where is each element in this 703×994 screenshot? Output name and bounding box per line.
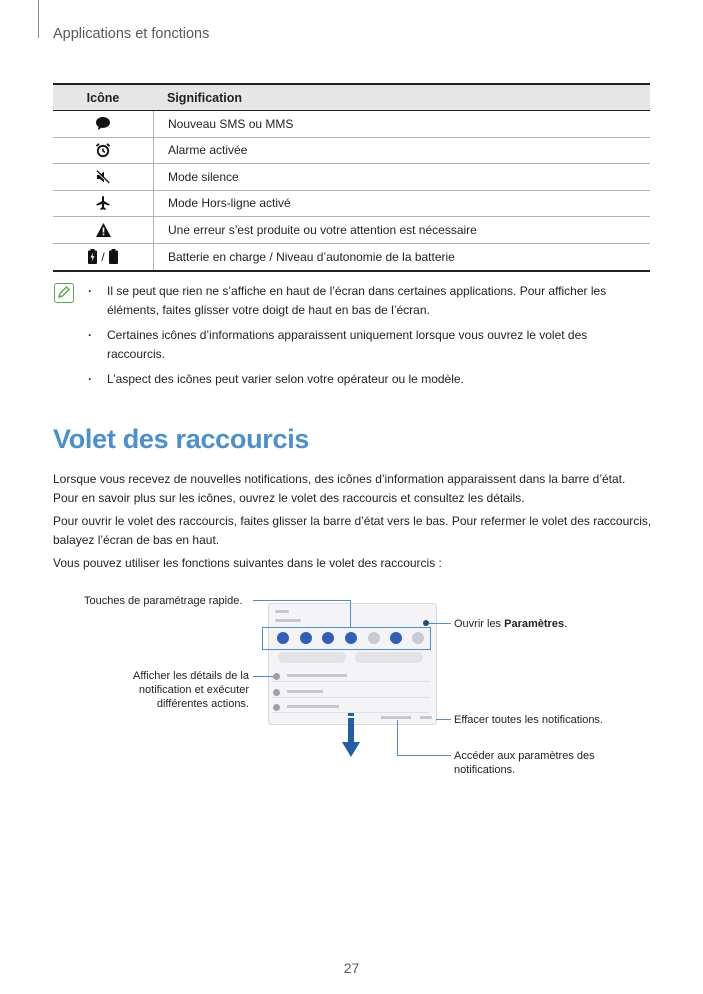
table-row [53, 138, 650, 165]
table-bottom-rule [53, 270, 650, 272]
paragraph: Lorsque vous recevez de nouvelles notifications, des icônes d’information apparaissent dans la barre d’état. Pour en savoir plus sur les icônes, ouvrez le volet des raccourcis et consultez les détails. [53, 472, 626, 505]
table-row [53, 217, 650, 244]
icon-separator: / [101, 249, 105, 264]
table-row [53, 244, 650, 271]
alarm-clock-icon [95, 142, 111, 158]
label-notification-details: Afficher les détails de la notification et exécuter différentes actions. [133, 670, 249, 710]
sms-bubble-icon [95, 116, 111, 131]
label-quick-settings: Touches de paramétrage rapide. [84, 595, 243, 607]
leader-line [397, 755, 451, 756]
row-meaning: Alarme activée [153, 138, 650, 164]
battery-charging-icon [88, 249, 97, 264]
clear-all-button[interactable] [420, 716, 432, 719]
notification-settings-button[interactable] [381, 716, 411, 719]
table-row [53, 111, 650, 138]
leader-line [350, 600, 351, 627]
notification-app-icon [273, 673, 280, 680]
table-header-row [53, 85, 650, 111]
note-item: · L’aspect des icônes peut varier selon votre opérateur ou le modèle. [88, 370, 628, 389]
label-open-settings: Ouvrir les Paramètres. [454, 618, 568, 630]
row-meaning: Mode silence [153, 164, 650, 190]
row-meaning: Batterie en charge / Niveau d’autonomie de la batterie [153, 244, 650, 271]
col-header-meaning: Signification [167, 90, 242, 105]
page-number: 27 [343, 960, 360, 976]
notification-app-icon [273, 689, 280, 696]
notification-app-icon [273, 704, 280, 711]
row-meaning: Mode Hors-ligne activé [153, 191, 650, 217]
leader-line [253, 676, 273, 677]
icon-table [53, 83, 650, 272]
swipe-down-arrow-icon [341, 713, 361, 759]
media-output-pill[interactable] [355, 652, 423, 663]
leader-line [429, 623, 451, 624]
label-clear-all: Effacer toutes les notifications. [454, 714, 603, 726]
note-pencil-icon [54, 283, 74, 303]
device-control-pill[interactable] [278, 652, 346, 663]
col-header-icon: Icône [86, 90, 120, 105]
leader-line [253, 600, 351, 601]
leader-line [436, 719, 451, 720]
row-meaning: Nouveau SMS ou MMS [153, 111, 650, 137]
quick-settings-highlight [262, 627, 431, 650]
paragraph: Pour ouvrir le volet des raccourcis, faites glisser la barre d’état vers le bas. Pour refermer le volet des raccourcis, balayez l’écran de bas en haut. [53, 514, 652, 547]
table-row [53, 191, 650, 218]
section-title: Volet des raccourcis [53, 424, 310, 454]
note-list [88, 282, 628, 395]
row-meaning: Une erreur s’est produite ou votre attention est nécessaire [153, 217, 650, 243]
note-item: · Il se peut que rien ne s’affiche en haut de l’écran dans certaines applications. Pour afficher les éléments, faites glisser votre doigt de haut en bas de l’écran. [88, 282, 628, 320]
warning-triangle-icon [95, 222, 112, 238]
page-header: Applications et fonctions [53, 26, 210, 42]
mute-speaker-icon [95, 169, 111, 185]
leader-line [397, 720, 398, 755]
label-notification-settings: Accéder aux paramètres des notifications. [454, 750, 595, 776]
airplane-icon [95, 195, 111, 211]
table-row [53, 164, 650, 191]
paragraph: Vous pouvez utiliser les fonctions suivantes dans le volet des raccourcis : [53, 556, 442, 570]
note-item: · Certaines icônes d’informations apparaissent uniquement lorsque vous ouvrez le volet des raccourcis. [88, 326, 628, 364]
battery-level-icon [109, 249, 118, 264]
margin-rule [38, 0, 39, 38]
